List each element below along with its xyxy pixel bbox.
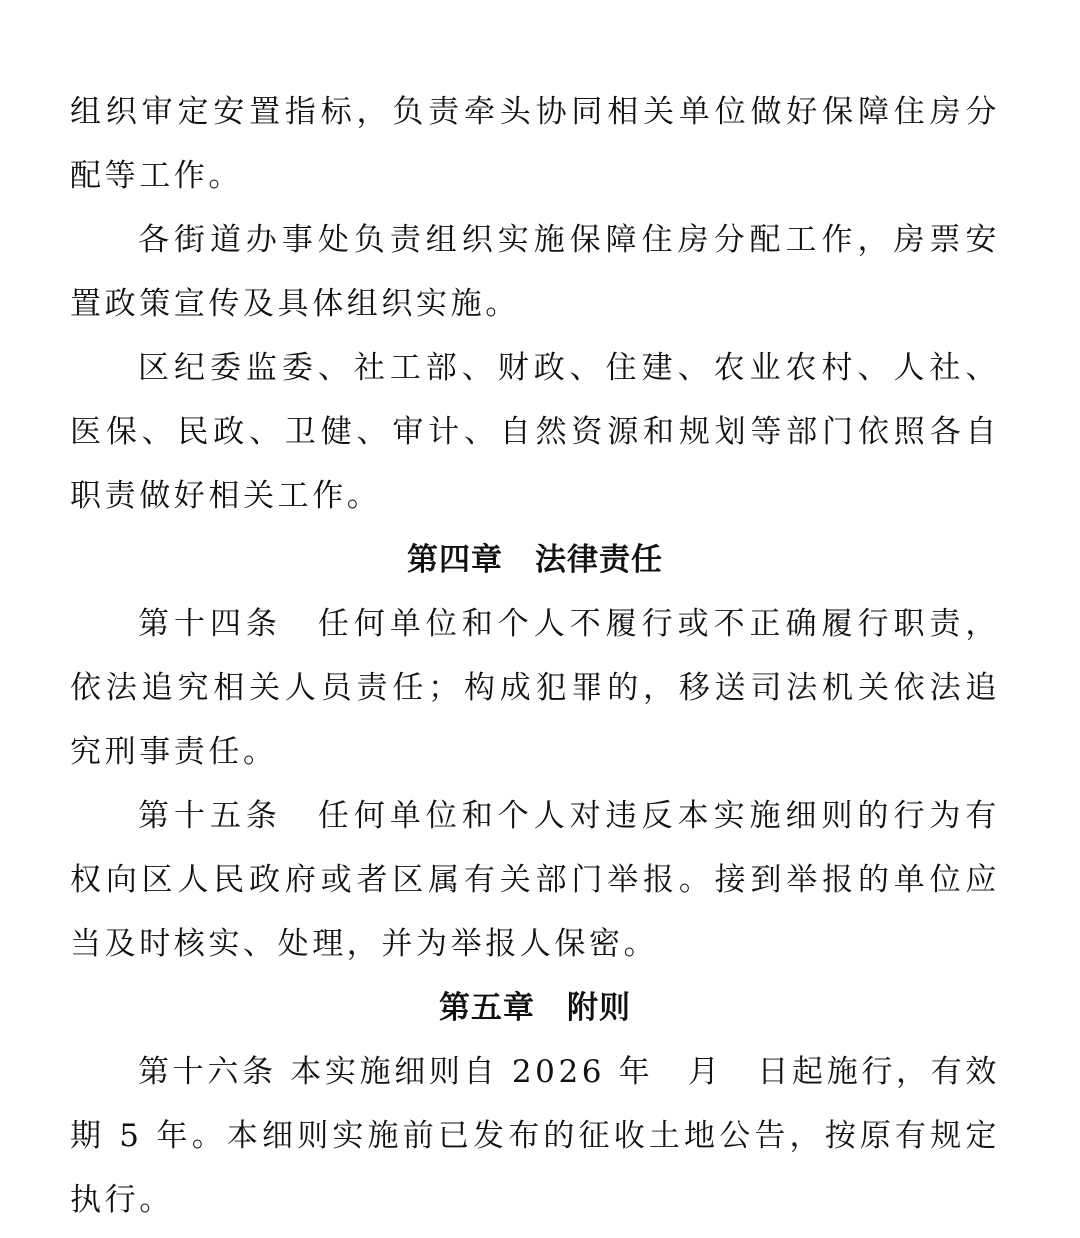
paragraph-departments: 区纪委监委、社工部、财政、住建、农业农村、人社、医保、民政、卫健、审计、自然资源和规划等部门依照各自职责做好相关工作。 [70,350,1000,514]
article-sixteen-text: 本实施细则自 2026 年 月 日起施行，有效期 5 年。本细则实施前已发布的征收土地公告，按原有规定执行。 [70,1054,1000,1218]
article-fifteen-label: 第十五条 [138,798,318,834]
paragraph-continuation: 组织审定安置指标，负责牵头协同相关单位做好保障住房分配等工作。 [70,94,1000,194]
article-fourteen [70,592,1000,784]
chapter-four-heading: 第四章 法律责任 [407,542,663,578]
article-fifteen [70,784,1000,976]
article-fourteen-label: 第十四条 [138,606,318,642]
article-fifteen-text: 任何单位和个人对违反本实施细则的行为有权向区人民政府或者区属有关部门举报。接到举报的单位应当及时核实、处理，并为举报人保密。 [70,798,1000,962]
paragraph-street-offices: 各街道办事处负责组织实施保障住房分配工作，房票安置政策宣传及具体组织实施。 [70,222,1000,322]
article-sixteen [70,1040,1000,1232]
article-fourteen-text: 任何单位和个人不履行或不正确履行职责，依法追究相关人员责任；构成犯罪的，移送司法机关依法追究刑事责任。 [70,606,1000,770]
chapter-five-heading: 第五章 附则 [439,990,631,1026]
article-sixteen-label: 第十六条 [138,1054,291,1090]
document-page [70,80,1000,1232]
